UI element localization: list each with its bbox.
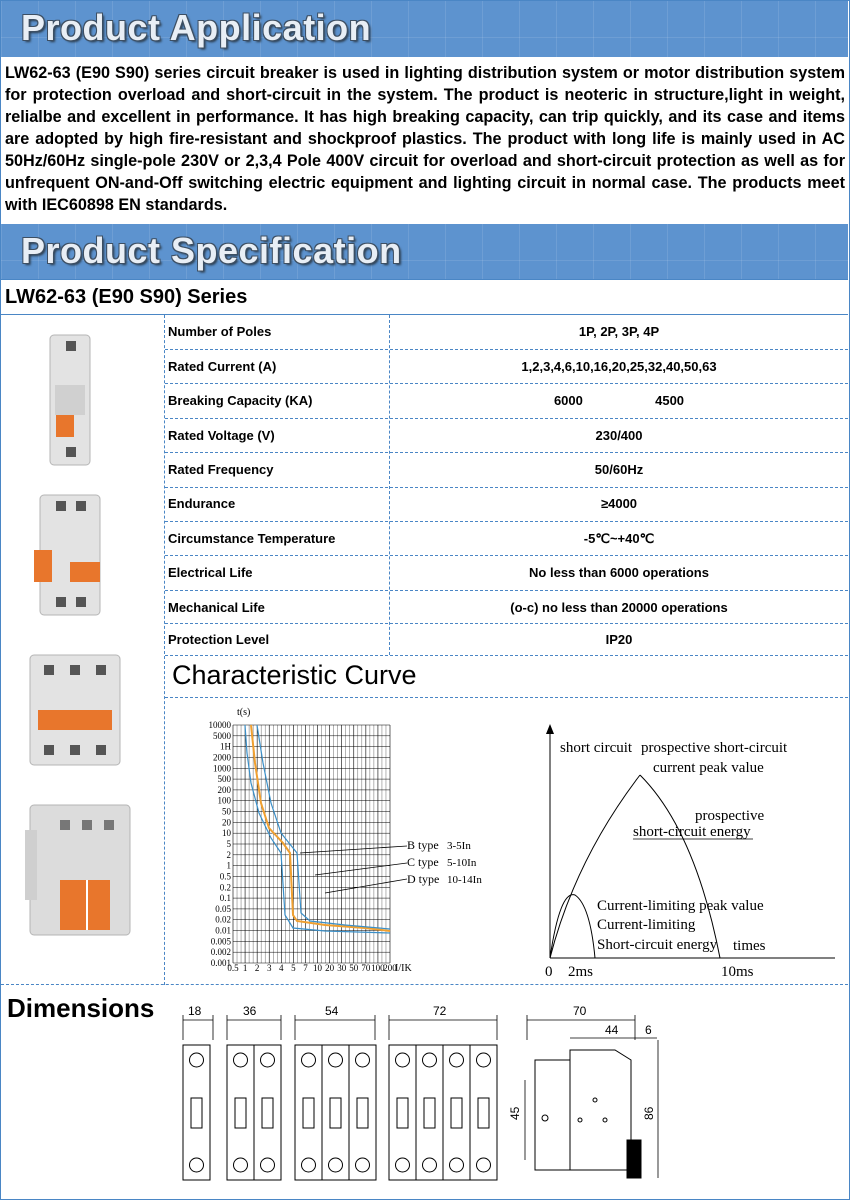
short-circuit-diagram [535, 720, 845, 982]
terminal-screw [396, 1158, 410, 1172]
terminal-screw [477, 1158, 491, 1172]
spec-label-breaking: Breaking Capacity (KA) [168, 393, 313, 408]
sc-limit-1: Current-limiting peak value [597, 898, 764, 914]
terminal-screw [396, 1053, 410, 1067]
x-tick-label: 10 [313, 963, 323, 973]
y-tick-label: 0.05 [215, 903, 231, 914]
divider [1, 314, 848, 315]
breaker-handle [303, 1098, 314, 1128]
y-tick-label: 0.5 [219, 871, 231, 882]
legend-d-type: D type [407, 872, 440, 886]
side-44: 44 [605, 1023, 619, 1037]
x-tick-label: 7 [303, 963, 308, 973]
x-tick-label: 1 [242, 963, 248, 973]
sc-x-label: times [733, 938, 766, 954]
row-divider [165, 623, 848, 624]
x-tick-label: 30 [337, 963, 347, 973]
sc-t2: 10ms [721, 964, 754, 980]
y-tick-label: 1 [226, 860, 231, 871]
breaker-handle [451, 1098, 462, 1128]
width-36: 36 [243, 1004, 257, 1018]
x-tick-label: 20 [325, 963, 335, 973]
product-images [20, 325, 150, 965]
spec-label-poles: Number of Poles [168, 324, 272, 339]
x-tick-label: 5 [291, 963, 296, 973]
x-tick-label: 70 [361, 963, 371, 973]
y-tick-label: 0.1 [219, 893, 231, 904]
spec-value-temperature: -5℃~+40℃ [583, 531, 655, 546]
legend-d-range: 10-14In [447, 874, 482, 886]
breaker-handle [397, 1098, 408, 1128]
terminal-screw [356, 1053, 370, 1067]
sc-energy-2: short-circuit energy [633, 824, 751, 840]
terminal-screw [302, 1158, 316, 1172]
legend-leader [315, 863, 407, 875]
terminal-screw [261, 1053, 275, 1067]
curve-y-ticks [209, 720, 232, 968]
sc-label-2: prospective short-circuit [641, 740, 788, 756]
x-tick-label: 50 [349, 963, 359, 973]
curve-y-label: t(s) [237, 707, 251, 718]
width-18: 18 [188, 1004, 202, 1018]
dimensions-drawing [175, 1000, 845, 1195]
row-divider [165, 383, 848, 384]
terminal-screw [450, 1158, 464, 1172]
terminal-screw [190, 1053, 204, 1067]
curve-x-ticks [227, 963, 397, 973]
terminal-screw [450, 1053, 464, 1067]
y-tick-label: 0.2 [219, 882, 231, 893]
y-tick-label: 10 [222, 828, 231, 839]
curve-blue-2 [257, 725, 390, 929]
side-70: 70 [573, 1004, 587, 1018]
curve-limited [550, 895, 595, 958]
terminal-screw [423, 1053, 437, 1067]
row-divider [165, 452, 848, 453]
y-tick-label: 200 [217, 784, 231, 795]
characteristic-curve-chart [185, 703, 520, 978]
section-divider [1, 984, 848, 985]
side-view [535, 1050, 641, 1178]
spec-value-electrical-life: No less than 6000 operations [529, 565, 709, 580]
row-divider [165, 418, 848, 419]
curve-orange [251, 725, 390, 931]
row-divider [165, 349, 848, 350]
terminal-screw [329, 1053, 343, 1067]
specification-banner [1, 224, 848, 280]
terminal-screw [190, 1158, 204, 1172]
side-86: 86 [642, 1106, 656, 1120]
legend-b-type: B type [407, 838, 439, 852]
width-54: 54 [325, 1004, 339, 1018]
terminal-screw [261, 1158, 275, 1172]
application-text: LW62-63 (E90 S90) series circuit breaker is used in lighting distribution system or motor distribution system for protection overload and short-circuit in the system. The product is neoteric in structure,light in weight, relialbe and excellent in performance. It has high breaking capacity, can trip quickly, and its case and items are adopted by high fire-resistant and shockproof plastics. The product with long life is mainly used in AC 50Hz/60Hz single-pole 230V or 2,3,4 Pole 400V circuit for overload and short-circuit protection as well as for unfrequent ON-and-Off switching electric equipment and lighting circuit in normal case. The products meet with IEC60898 EN standards. [5, 64, 845, 214]
legend-b-range: 3-5In [447, 840, 471, 852]
x-tick-label: 200 [383, 963, 397, 973]
sc-limit-2: Current-limiting [597, 917, 696, 933]
sc-t1: 2ms [568, 964, 594, 980]
sc-label-3: current peak value [653, 760, 764, 776]
sc-label-1: short circuit [560, 740, 633, 756]
y-tick-label: 20 [222, 817, 231, 828]
y-tick-label: 1H [220, 741, 231, 752]
spec-label-voltage: Rated Voltage (V) [168, 428, 275, 443]
terminal-screw [356, 1158, 370, 1172]
sc-limit-3: Short-circuit energy [597, 937, 718, 953]
breaker-handle [424, 1098, 435, 1128]
breaker-3p-image [30, 655, 120, 765]
y-axis-arrow [546, 724, 554, 734]
spec-label-current: Rated Current (A) [168, 359, 277, 374]
side-45: 45 [508, 1106, 522, 1120]
y-tick-label: 5 [226, 839, 231, 849]
breaker-4p-image [25, 805, 130, 935]
application-title: Product Application [21, 7, 372, 48]
x-tick-label: 3 [266, 963, 272, 973]
terminal-screw [423, 1158, 437, 1172]
y-tick-label: 2000 [213, 752, 231, 763]
spec-label-endurance: Endurance [168, 496, 236, 511]
x-tick-label: 2 [254, 963, 260, 973]
spec-label-mechanical-life: Mechanical Life [168, 600, 265, 615]
legend-c-range: 5-10In [447, 857, 477, 869]
y-tick-label: 50 [222, 806, 231, 817]
legend-c-type: C type [407, 855, 439, 869]
row-divider [165, 555, 848, 556]
spec-value-endurance: ≥4000 [600, 496, 638, 511]
spec-value-mechanical-life: (o-c) no less than 20000 operations [510, 600, 728, 615]
y-tick-label: 500 [217, 774, 231, 785]
x-tick-label: 100 [371, 963, 385, 973]
y-tick-label: 10000 [208, 720, 231, 730]
row-divider [165, 697, 848, 698]
row-divider [165, 487, 848, 488]
terminal-screw [329, 1158, 343, 1172]
y-tick-label: 0.005 [210, 936, 231, 947]
sc-energy-1: prospective [695, 808, 765, 824]
spec-label-protection: Protection Level [168, 632, 270, 647]
breaker-1p-image [50, 335, 90, 465]
x-tick-label: 4 [279, 963, 284, 973]
breaker-handle [330, 1098, 341, 1128]
terminal-screw [234, 1158, 248, 1172]
row-divider [165, 521, 848, 522]
x-tick-label: 0.5 [227, 963, 239, 973]
y-tick-label: 0.02 [215, 914, 231, 925]
spec-value-voltage: 230/400 [595, 428, 643, 443]
specification-title: Product Specification [21, 230, 402, 271]
curve-title: Characteristic Curve [172, 660, 417, 690]
application-banner [1, 1, 848, 57]
column-divider [164, 315, 165, 985]
breaker-handle [235, 1098, 246, 1128]
y-tick-label: 0.002 [210, 947, 231, 958]
row-divider [165, 655, 848, 656]
terminal-screw [302, 1053, 316, 1067]
side-6: 6 [645, 1023, 652, 1037]
curve-x-label: I/IK [395, 963, 412, 974]
width-72: 72 [433, 1004, 447, 1018]
terminal-screw [477, 1053, 491, 1067]
breaker-handle [262, 1098, 273, 1128]
y-tick-label: 1000 [213, 763, 231, 774]
row-divider [165, 590, 848, 591]
breaker-handle [191, 1098, 202, 1128]
spec-value-protection: IP20 [605, 632, 633, 647]
sc-t0: 0 [545, 964, 553, 980]
spec-value-breaking: 6000 4500 [553, 393, 685, 408]
spec-value-poles: 1P, 2P, 3P, 4P [578, 324, 660, 339]
y-tick-label: 100 [217, 795, 231, 806]
spec-label-temperature: Circumstance Temperature [168, 531, 336, 546]
breaker-2p-image [34, 495, 100, 615]
divider [1, 279, 848, 280]
terminal-screw [234, 1053, 248, 1067]
spec-label-frequency: Rated Frequency [168, 462, 274, 477]
spec-label-electrical-life: Electrical Life [168, 565, 253, 580]
breaker-handle [357, 1098, 368, 1128]
y-tick-label: 0.01 [215, 925, 231, 936]
y-tick-label: 0.001 [210, 958, 231, 968]
y-tick-label: 5000 [213, 730, 231, 741]
breaker-handle [478, 1098, 489, 1128]
dimensions-title: Dimensions [7, 993, 155, 1023]
y-tick-label: 2 [226, 849, 231, 860]
spec-value-current: 1,2,3,4,6,10,16,20,25,32,40,50,63 [521, 359, 717, 374]
spec-value-frequency: 50/60Hz [594, 462, 644, 477]
series-title: LW62-63 (E90 S90) Series [5, 286, 248, 308]
